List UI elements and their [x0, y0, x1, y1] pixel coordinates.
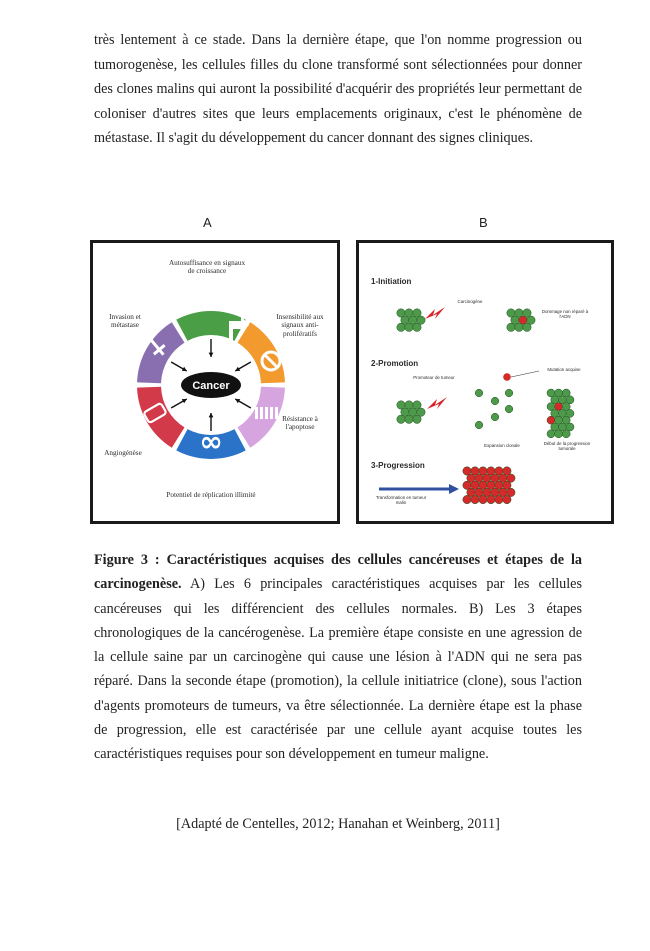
- progression-start-cluster: [547, 389, 574, 438]
- progression-arrow-head: [449, 484, 459, 494]
- panel-b-label: B: [479, 215, 488, 230]
- initiation-cells-healthy: [397, 309, 425, 332]
- clonal-expansion-label: Expansion clonale: [484, 443, 520, 448]
- expanding-cell: [475, 421, 483, 429]
- apoptosis-label: Résistance à l'apoptose: [282, 415, 318, 432]
- expanding-cell: [491, 413, 499, 421]
- hallmarks-ring: [93, 243, 337, 521]
- arrow-head: [209, 413, 214, 417]
- citation: [Adapté de Centelles, 2012; Hanahan et Weinberg, 2011]: [176, 816, 500, 832]
- expanding-cell: [505, 405, 513, 413]
- invasion-label: Invasion et métastase: [109, 313, 141, 330]
- carcinogen-bolt: [425, 307, 445, 319]
- figure-caption: [94, 548, 582, 767]
- hallmarks-panel: [90, 240, 340, 524]
- antigrowth-label: Insensibilité aux signaux anti-prolifératifs: [276, 313, 324, 338]
- expanding-cell: [505, 389, 513, 397]
- panel-a-label: A: [203, 215, 212, 230]
- growth-signals-label: Autosuffisance en signaux de croissance: [168, 259, 246, 276]
- initiation-cells-damaged: [507, 309, 535, 332]
- caption-text: A) Les 6 principales caractéristiques acquises par les cellules cancéreuses qui les différencient des cellules normales. B) Les 3 étapes chronologiques de la cancérogenèse. La première étape consiste en une agression de la cellule saine par un carcinogène qui cause une lésion à l'ADN qui ne sera pas réparé. Dans la seconde étape (promotion), la cellule initiatrice (clone), sous l'action d'agents promoteurs de tumeurs, va être sélectionnée. La dernière étape est la phase de progression, elle est caractérisée par une cellule ayant acquise toutes les caractéristiques requises pour son développement en tumeur maligne.: [94, 576, 582, 763]
- expanding-cell: [491, 397, 499, 405]
- infinity-icon: ∞: [199, 425, 223, 458]
- angiogenesis-label: Angiogénèse: [104, 449, 142, 457]
- cancer-center-label: Cancer: [192, 380, 230, 392]
- promoter-bolt: [427, 397, 447, 409]
- promoter-label: Promoteur de tumeur: [413, 375, 455, 380]
- stage-progression-label: 3-Progression: [371, 461, 425, 470]
- malignant-label: Transformation en tumeur malin: [375, 495, 427, 506]
- carcinogenesis-stages-panel: [356, 240, 614, 524]
- expanding-cell: [475, 389, 483, 397]
- caption-title: Figure 3 : Caractéristiques acquises des cellules cancéreuses et étapes de la carcinogenèse.: [94, 552, 582, 593]
- mutation-label: Mutation acquise: [547, 367, 581, 372]
- carcinogen-label: Carcinogène: [457, 299, 483, 304]
- dna-damage-label: Dommage non réparé à l'ADN: [541, 309, 589, 320]
- arrow-head: [209, 353, 214, 357]
- promotion-cells: [397, 401, 425, 424]
- stage-promotion-label: 2-Promotion: [371, 359, 419, 368]
- progression-start-label: Début de la progression tumorale: [543, 441, 591, 452]
- malignant-tumor: [463, 467, 515, 504]
- mutated-cell: [503, 373, 511, 381]
- body-paragraph: très lentement à ce stade. Dans la dernière étape, que l'on nomme progression ou tumorogenèse, les cellules filles du clone transformé sont sélectionnées pour donner des clones malins qui auront la possibilité d'acquérir des propriétés leur permettant de coloniser d'autres sites que leurs emplacements originaux, c'est le phénomène de métastase. Il s'agit du développement du cancer donnant des signes cliniques.: [94, 32, 582, 147]
- stage-initiation-label: 1-Initiation: [371, 277, 412, 286]
- replication-label: Potentiel de réplication illimité: [166, 491, 256, 499]
